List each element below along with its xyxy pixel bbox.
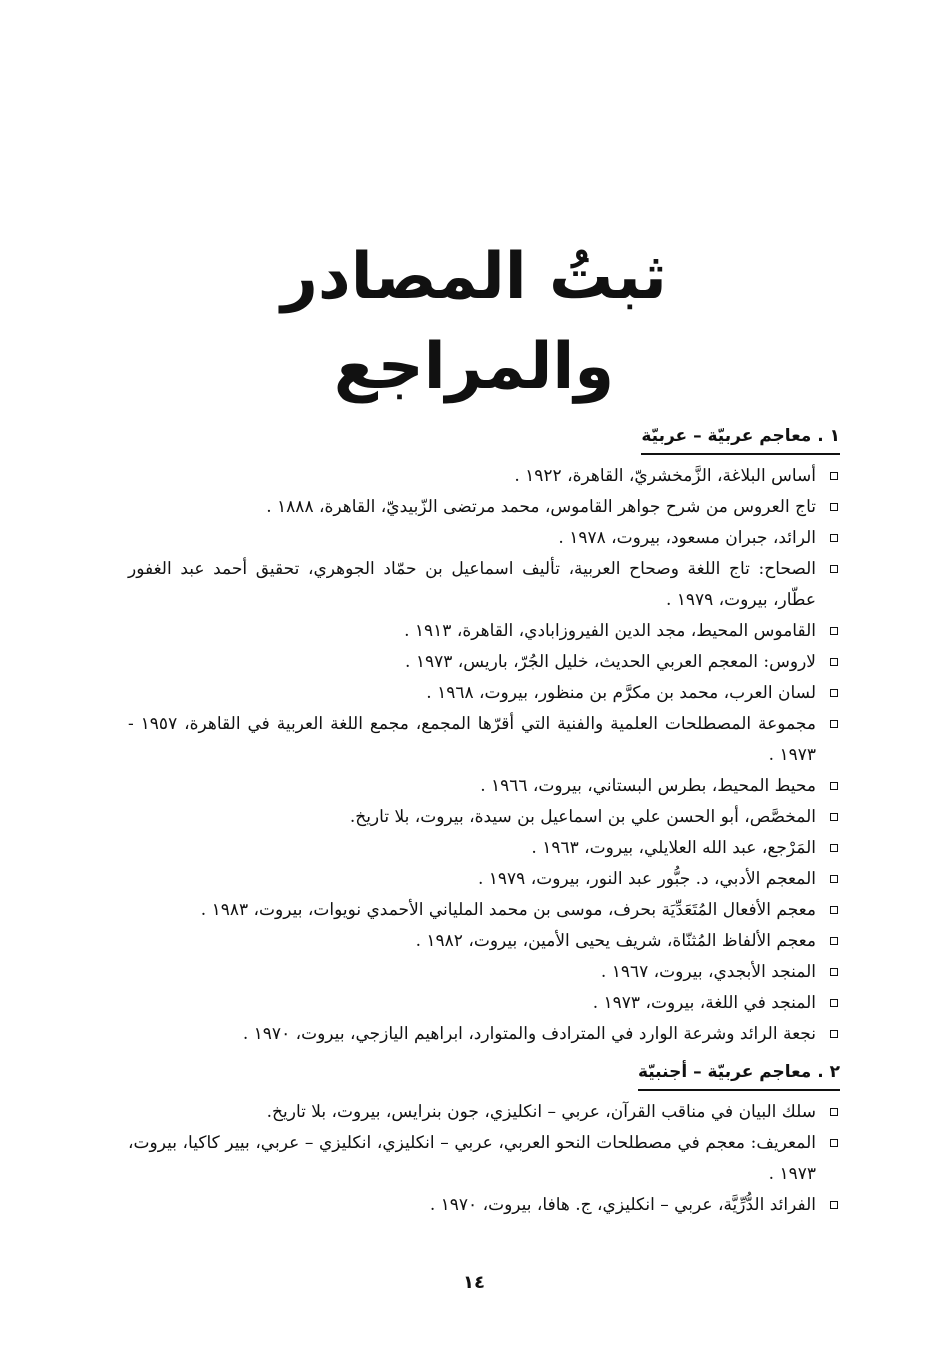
reference-text: الرائد، جبران مسعود، بيروت، ١٩٧٨ . xyxy=(558,528,816,548)
reference-text: المعجم الأدبي، د. جبُّور عبد النور، بيروت، ١٩٧٩ . xyxy=(477,869,816,889)
reference-item xyxy=(128,802,840,833)
reference-item xyxy=(128,833,840,864)
reference-item xyxy=(128,1128,840,1190)
reference-item xyxy=(128,523,840,554)
reference-item xyxy=(128,492,840,523)
square-bullet-icon xyxy=(830,1201,838,1209)
square-bullet-icon xyxy=(830,844,838,852)
square-bullet-icon xyxy=(830,813,838,821)
section-arabic-foreign xyxy=(128,1054,840,1221)
reference-text: أساس البلاغة، الزَّمخشريّ، القاهرة، ١٩٢٢ . xyxy=(514,466,816,486)
reference-items xyxy=(128,1097,840,1221)
reference-item xyxy=(128,1097,840,1128)
reference-items xyxy=(128,461,840,1050)
square-bullet-icon xyxy=(830,689,838,697)
reference-item xyxy=(128,1190,840,1221)
square-bullet-icon xyxy=(830,534,838,542)
reference-text: المخصَّص، أبو الحسن علي بن اسماعيل بن سيدة، بيروت، بلا تاريخ. xyxy=(349,807,816,827)
reference-item xyxy=(128,926,840,957)
reference-item xyxy=(128,957,840,988)
page-number: ١٤ xyxy=(463,1272,485,1293)
section-arabic-arabic xyxy=(128,418,840,1050)
square-bullet-icon xyxy=(830,627,838,635)
square-bullet-icon xyxy=(830,999,838,1007)
reference-item xyxy=(128,988,840,1019)
reference-text: محيط المحيط، بطرس البستاني، بيروت، ١٩٦٦ . xyxy=(480,776,816,796)
reference-item xyxy=(128,1019,840,1050)
square-bullet-icon xyxy=(830,1108,838,1116)
reference-text: الفرائد الدُّرِّيَّة، عربي – انكليزي، ج. هافا، بيروت، ١٩٧٠ . xyxy=(429,1195,816,1215)
square-bullet-icon xyxy=(830,906,838,914)
reference-item xyxy=(128,864,840,895)
reference-item xyxy=(128,647,840,678)
page-title: ثبتُ المصادر والمراجع xyxy=(281,240,667,404)
reference-item xyxy=(128,771,840,802)
reference-text: مجموعة المصطلحات العلمية والفنية التي أقرّها المجمع، مجمع اللغة العربية في القاهرة، ١٩٥٧ - ١٩٧٣ . xyxy=(128,714,816,765)
reference-item xyxy=(128,678,840,709)
section-heading: ١ . معاجم عربيّة – عربيّة xyxy=(641,418,840,455)
square-bullet-icon xyxy=(830,782,838,790)
reference-text: الصحاح: تاج اللغة وصحاح العربية، تأليف اسماعيل بن حمّاد الجوهري، تحقيق أحمد عبد الغفور عطّار، بيروت، ١٩٧٩ . xyxy=(128,559,816,610)
reference-item xyxy=(128,616,840,647)
reference-text: تاج العروس من شرح جواهر القاموس، محمد مرتضى الزّبيديّ، القاهرة، ١٨٨٨ . xyxy=(266,497,816,517)
reference-item xyxy=(128,709,840,771)
reference-text: لسان العرب، محمد بن مكرَّم بن منظور، بيروت، ١٩٦٨ . xyxy=(426,683,816,703)
reference-text: المنجد في اللغة، بيروت، ١٩٧٣ . xyxy=(592,993,816,1013)
reference-item xyxy=(128,461,840,492)
reference-item xyxy=(128,895,840,926)
section-heading: ٢ . معاجم عربيّة – أجنبيّة xyxy=(638,1054,840,1091)
reference-text: المعريف: معجم في مصطلحات النحو العربي، عربي – انكليزي، انكليزي – عربي، بيير كاكيا، بيروت، ١٩٧٣ . xyxy=(128,1133,816,1184)
square-bullet-icon xyxy=(830,658,838,666)
reference-text: القاموس المحيط، مجد الدين الفيروزابادي، القاهرة، ١٩١٣ . xyxy=(404,621,816,641)
references-list xyxy=(128,418,840,1225)
reference-text: لاروس: المعجم العربي الحديث، خليل الجُرّ، باريس، ١٩٧٣ . xyxy=(405,652,816,672)
reference-text: نجعة الرائد وشرعة الوارد في المترادف والمتوارد، ابراهيم اليازجي، بيروت، ١٩٧٠ . xyxy=(242,1024,816,1044)
square-bullet-icon xyxy=(830,1030,838,1038)
reference-item xyxy=(128,554,840,616)
square-bullet-icon xyxy=(830,875,838,883)
reference-text: معجم الأفعال المُتَعَدِّيَة بحرف، موسى بن محمد الملياني الأحمدي نويوات، بيروت، ١٩٨٣ . xyxy=(200,900,816,920)
square-bullet-icon xyxy=(830,968,838,976)
reference-text: المنجد الأبجدي، بيروت، ١٩٦٧ . xyxy=(600,962,816,982)
square-bullet-icon xyxy=(830,472,838,480)
square-bullet-icon xyxy=(830,503,838,511)
reference-text: سلك البيان في مناقب القرآن، عربي – انكليزي، جون بنرايس، بيروت، بلا تاريخ. xyxy=(266,1102,816,1122)
reference-text: معجم الألفاظ المُثنّاة، شريف يحيى الأمين، بيروت، ١٩٨٢ . xyxy=(415,931,816,951)
square-bullet-icon xyxy=(830,720,838,728)
reference-text: المَرْجع، عبد الله العلايلي، بيروت، ١٩٦٣ . xyxy=(531,838,816,858)
square-bullet-icon xyxy=(830,937,838,945)
square-bullet-icon xyxy=(830,1139,838,1147)
square-bullet-icon xyxy=(830,565,838,573)
